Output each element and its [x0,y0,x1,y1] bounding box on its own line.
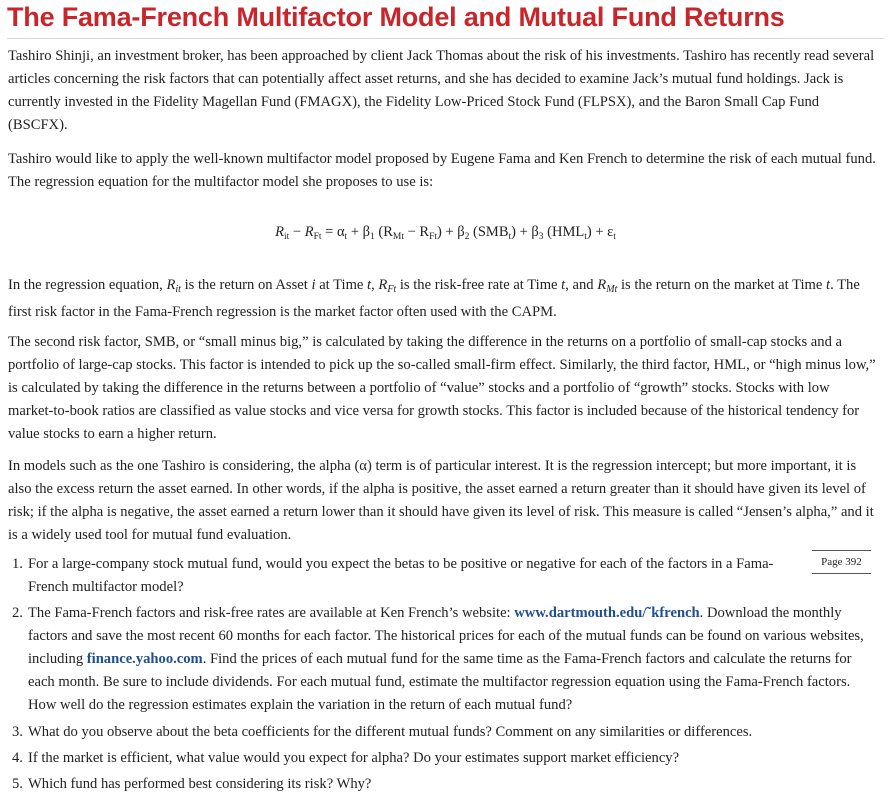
def-symbol-r-mt: R [597,277,607,293]
question-3 [12,721,877,744]
question-5 [12,773,877,796]
question-2-text-b: . Download the monthly factors and save the most recent 60 months for each factor. The historical prices for each of the mutual funds can be found on various websites, including [28,605,864,667]
def-symbol-t: t [367,277,372,293]
eq-equals-alpha: = α [321,224,345,240]
def-text-5: is the risk-free rate at Time [396,277,562,293]
ken-french-website-link[interactable]: www.dartmouth.edu/˜kfrench [514,605,700,621]
eq-beta3-sub: 3 [538,232,544,242]
def-symbol-i: i [311,277,316,293]
def-text-3: at Time [315,277,368,293]
def-symbol-r-it: R [166,277,176,293]
eq-market-minus: − R [403,224,430,240]
eq-rf: R [304,224,314,240]
smb-hml-paragraph: The second risk factor, SMB, or “small minus big,” is calculated by taking the difference in the returns on a portfolio of small-cap stocks and a portfolio of large-cap stocks. This factor is intended to pick up the so-called small-firm effect. Similarly, the third factor, HML, or “high minus low,” is calculated by taking the difference in the returns between a portfolio of “value” stocks and a portfolio of “growth” stocks. Stocks with low market-to-book ratios are classified as value stocks and vice versa for growth stocks. This factor is included because of the historical tendency for value stocks to earn a higher return. [8,334,876,442]
question-number: 3. [12,724,23,740]
question-2 [12,602,877,717]
def-text-4: , [371,277,379,293]
page-number-marker: Page 392 [812,550,871,574]
question-number: 5. [12,776,23,792]
yahoo-finance-link[interactable]: finance.yahoo.com [86,651,203,667]
question-text: For a large-company stock mutual fund, would you expect the betas to be positive or negative for each of the factors in a Fama-French multifactor model? [28,556,774,595]
def-symbol-r-ft: R [378,277,388,293]
eq-rf2-sub: Ft [429,232,438,242]
eq-smb-sub: t [508,232,512,242]
eq-alpha-sub: t [344,232,348,242]
question-2-text-c: . Find the prices of each mutual fund for the same time as the Fama-French factors and calculate the returns for each month. Be sure to include dividends. For each mutual fund, estimate the multifactor regression equation using the Fama-French factors. How well do the regression estimates explain the variation in the return of each mutual fund? [28,651,852,713]
regression-equation [0,224,891,242]
eq-market-sub: Mt [392,232,404,242]
def-symbol-t3: t [826,277,831,293]
eq-epsilon-sub: t [613,232,616,242]
eq-lhs: R [275,224,284,240]
question-text: Which fund has performed best considering its risk? Why? [28,776,372,792]
def-text-2: is the return on Asset [180,277,312,293]
eq-plus-epsilon: ) + ε [586,224,614,240]
title-divider [7,38,884,39]
question-1 [12,553,877,599]
question-text: If the market is efficient, what value would you expect for alpha? Do your estimates support market efficiency? [28,750,680,766]
eq-lhs-sub: it [284,232,290,242]
def-text-1: In the regression equation, [8,277,167,293]
alpha-paragraph: In models such as the one Tashiro is considering, the alpha (α) term is of particular interest. It is the regression intercept; but more important, it is also the excess return the asset earned. In other words, if the alpha is positive, the asset earned a return greater than it should have given its level of risk; if the alpha is negative, the asset earned a return lower than it should have given its level of risk. This measure is called “Jensen’s alpha,” and it is a widely used tool for mutual fund evaluation. [8,458,874,543]
question-4 [12,747,877,770]
eq-beta2-sub: 2 [464,232,470,242]
question-number: 1. [12,556,23,572]
definitions-paragraph [8,274,876,324]
eq-market-open: (R [374,224,393,240]
eq-smb: (SMB [469,224,509,240]
question-2-text-a: The Fama-French factors and risk-free rates are available at Ken French’s website: [28,605,515,621]
eq-minus: − [289,224,305,240]
def-symbol-ft-sub: Ft [387,284,397,295]
eq-plus-beta3: ) + β [511,224,539,240]
def-text-6: , and [565,277,598,293]
eq-hml: (HML [543,224,585,240]
eq-hml-sub: t [584,232,587,242]
question-number: 4. [12,750,23,766]
eq-rf-sub: Ft [313,232,322,242]
def-symbol-it-sub: it [175,284,181,295]
def-symbol-mt-sub: Mt [606,284,618,295]
question-text: What do you observe about the beta coefficients for the different mutual funds? Comment on any similarities or differences. [28,724,753,740]
model-paragraph: Tashiro would like to apply the well-known multifactor model proposed by Eugene Fama and Ken French to determine the risk of each mutual fund. The regression equation for the multifactor model she proposes to use is: [8,151,876,190]
def-text-8: . The first risk factor in the Fama-French regression is the market factor often used with the CAPM. [8,277,860,320]
question-number: 2. [12,605,23,621]
eq-beta1-sub: 1 [370,232,375,242]
def-symbol-t2: t [561,277,566,293]
page-title: The Fama-French Multifactor Model and Mutual Fund Returns [7,2,785,32]
def-text-7: is the return on the market at Time [617,277,827,293]
eq-plus-beta1: + β [347,224,370,240]
question-text [28,602,877,717]
eq-plus-beta2: ) + β [437,224,465,240]
intro-paragraph: Tashiro Shinji, an investment broker, has been approached by client Jack Thomas about the risk of his investments. Tashiro has recently read several articles concerning the risk factors that can potentially affect asset returns, and she has decided to examine Jack’s mutual fund holdings. Jack is currently invested in the Fidelity Magellan Fund (FMAGX), the Fidelity Low-Priced Stock Fund (FLPSX), and the Baron Small Cap Fund (BSCFX). [8,48,875,133]
